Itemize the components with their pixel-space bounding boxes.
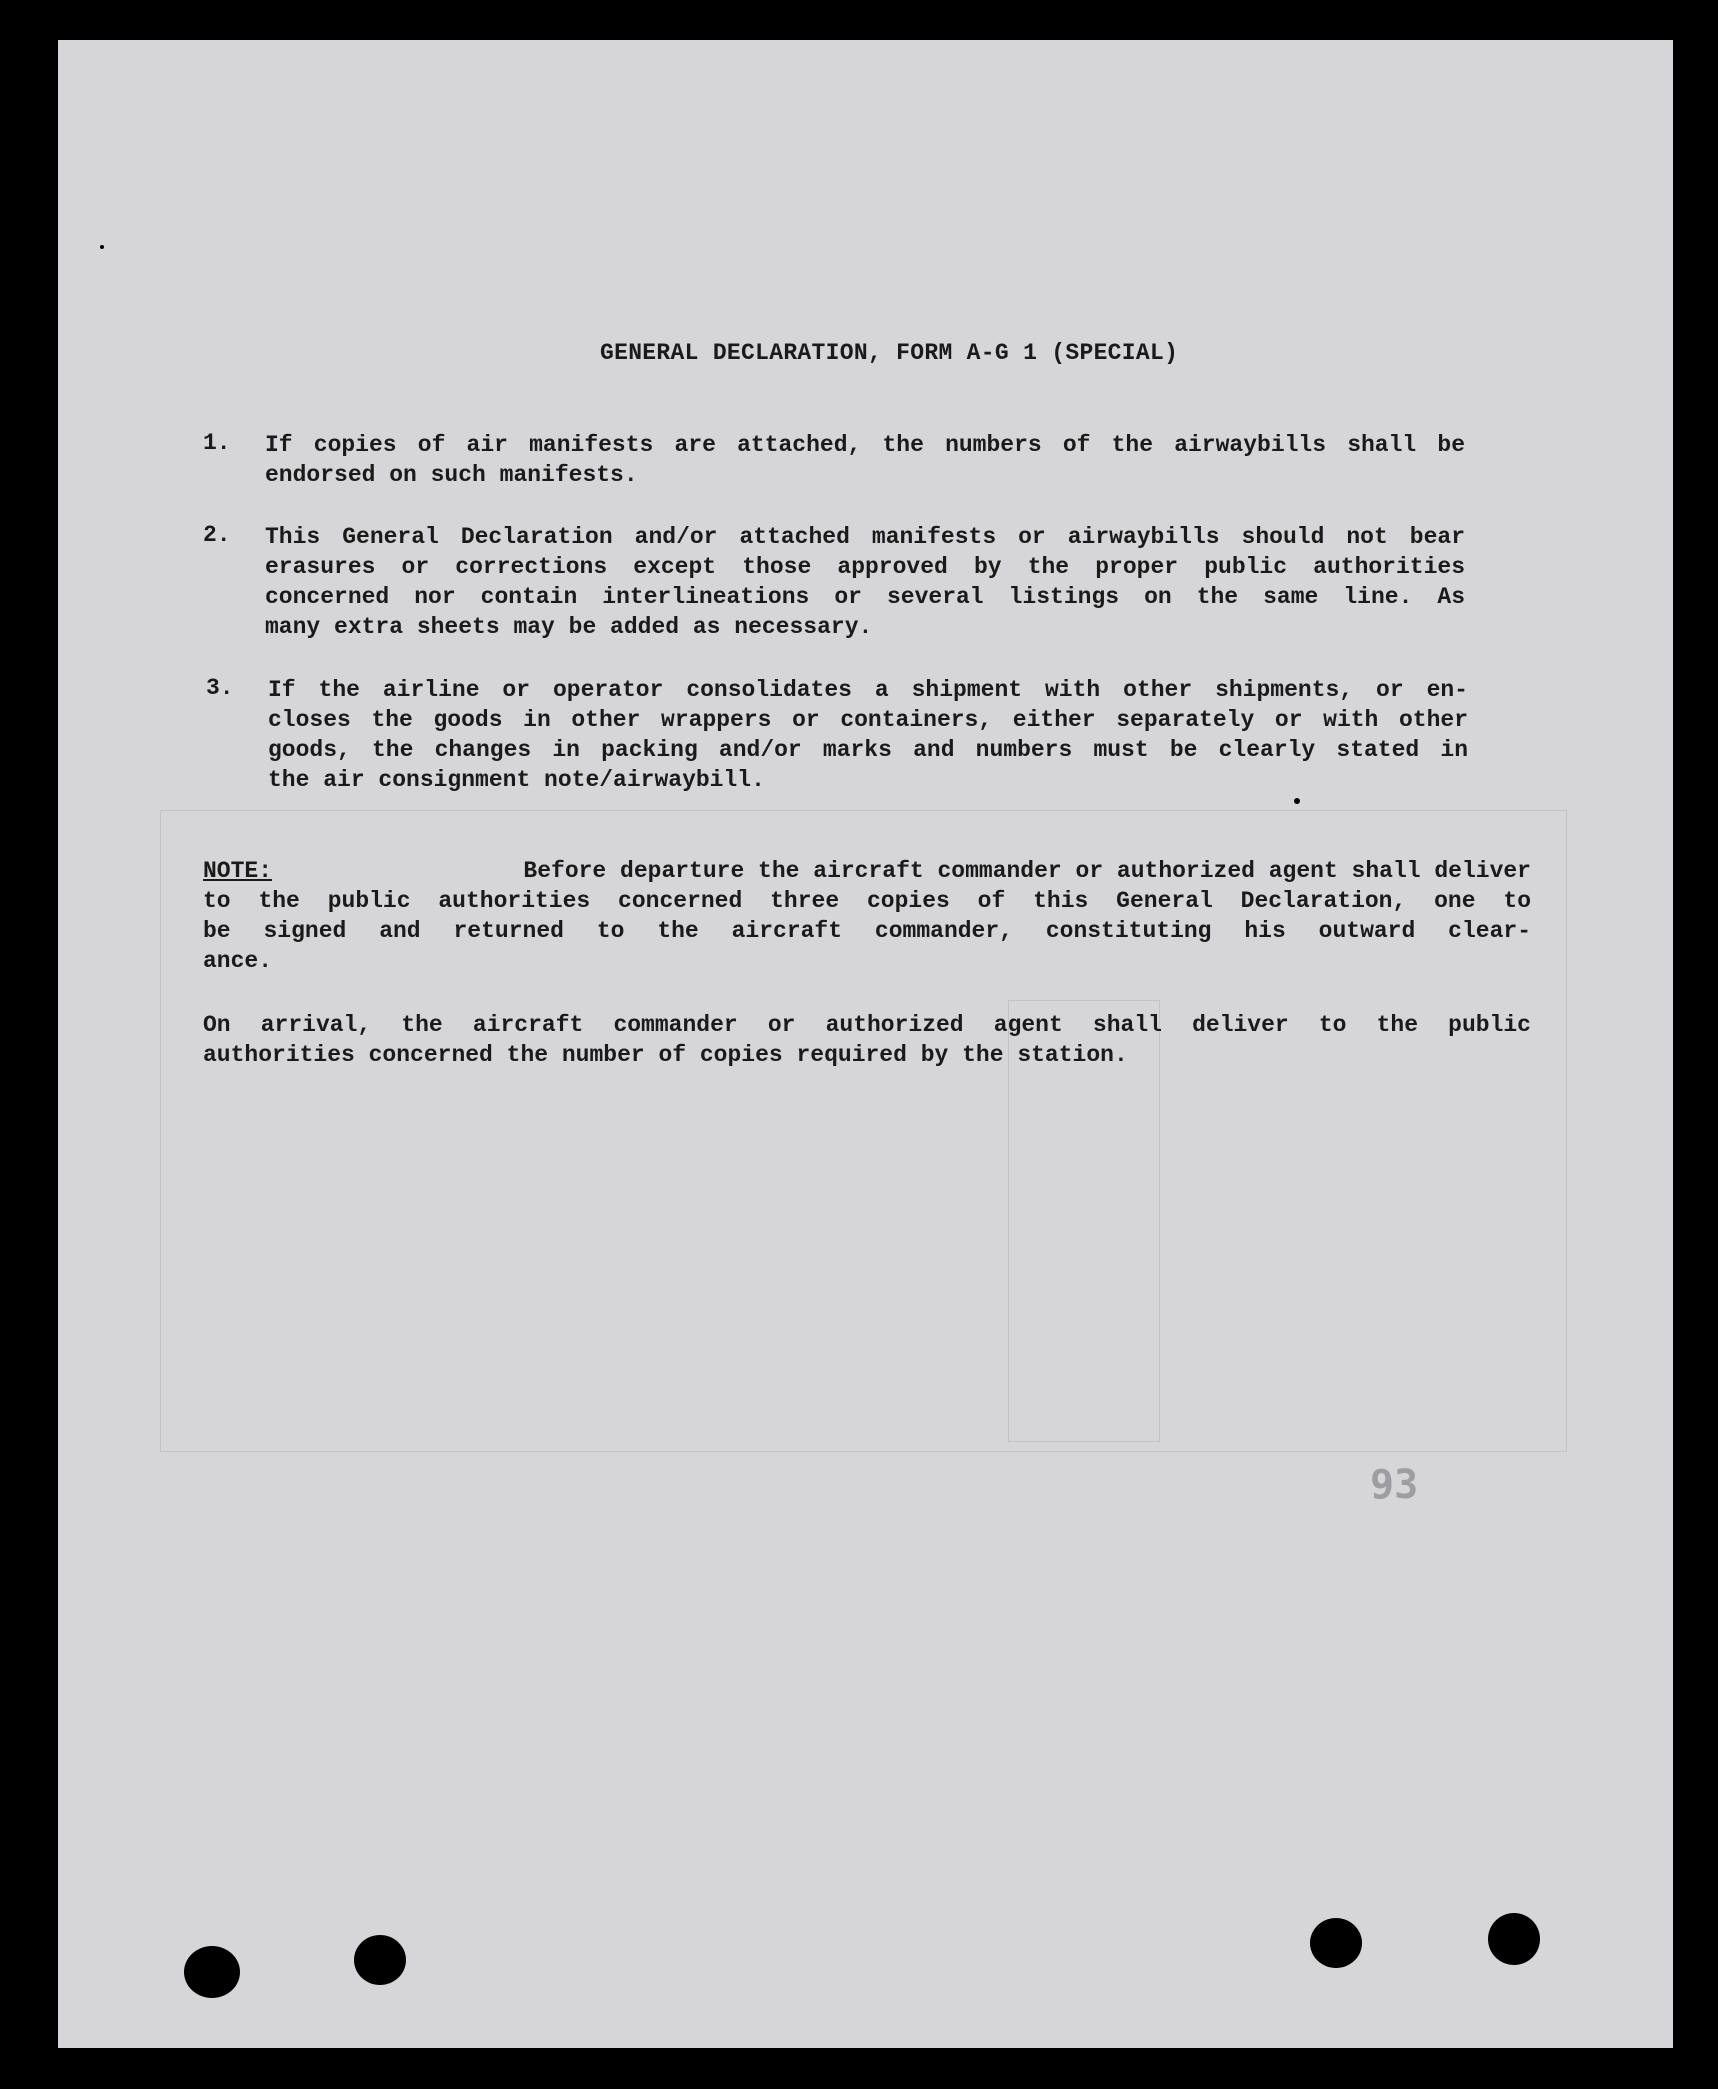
speck — [100, 245, 104, 249]
note-label: NOTE: — [203, 858, 273, 884]
text-line: many extra sheets may be added as necessary. — [265, 614, 873, 640]
note-paragraph — [203, 856, 1531, 976]
list-item-text — [268, 675, 1468, 795]
punch-hole — [184, 1946, 240, 1998]
punch-hole — [1310, 1918, 1362, 1968]
text-line: be signed and returned to the aircraft commander, constituting his outward clear- — [203, 918, 1531, 944]
list-item-number: 1. — [203, 430, 231, 456]
text-line: to the public authorities concerned three copies of this General Declaration, one to — [203, 888, 1531, 914]
document-title: GENERAL DECLARATION, FORM A-G 1 (SPECIAL) — [600, 340, 1179, 366]
text-line: the air consignment note/airwaybill. — [268, 767, 765, 793]
text-line: On arrival, the aircraft commander or authorized agent shall deliver to the public — [203, 1012, 1531, 1038]
list-item-text — [265, 430, 1465, 490]
text-line: closes the goods in other wrappers or containers, either separately or with other — [268, 707, 1468, 733]
speck — [1294, 798, 1300, 804]
text-line: authorities concerned the number of copies required by the station. — [203, 1042, 1128, 1068]
text-line: concerned nor contain interlineations or several listings on the same line. As — [265, 584, 1465, 610]
list-item-text — [265, 522, 1465, 642]
text-line: If the airline or operator consolidates a shipment with other shipments, or en- — [268, 677, 1468, 703]
text-line: If copies of air manifests are attached, the numbers of the airwaybills shall be — [265, 432, 1465, 458]
text-line: ance. — [203, 948, 273, 974]
document-page — [58, 40, 1673, 2048]
punch-hole — [1488, 1913, 1540, 1965]
note-first-line — [203, 856, 1531, 886]
text-line: endorsed on such manifests. — [265, 462, 638, 488]
text-line: erasures or corrections except those approved by the proper public authorities — [265, 554, 1465, 580]
text-line: goods, the changes in packing and/or marks and numbers must be clearly stated in — [268, 737, 1468, 763]
bleed-through-number: 93 — [1370, 1462, 1419, 1508]
arrival-paragraph — [203, 1010, 1531, 1070]
punch-hole — [354, 1935, 406, 1985]
list-item-number: 2. — [203, 522, 231, 548]
text-line: This General Declaration and/or attached manifests or airwaybills should not bear — [265, 524, 1465, 550]
text-line: Before departure the aircraft commander or authorized agent shall deliver — [523, 858, 1531, 884]
list-item-number: 3. — [206, 675, 234, 701]
